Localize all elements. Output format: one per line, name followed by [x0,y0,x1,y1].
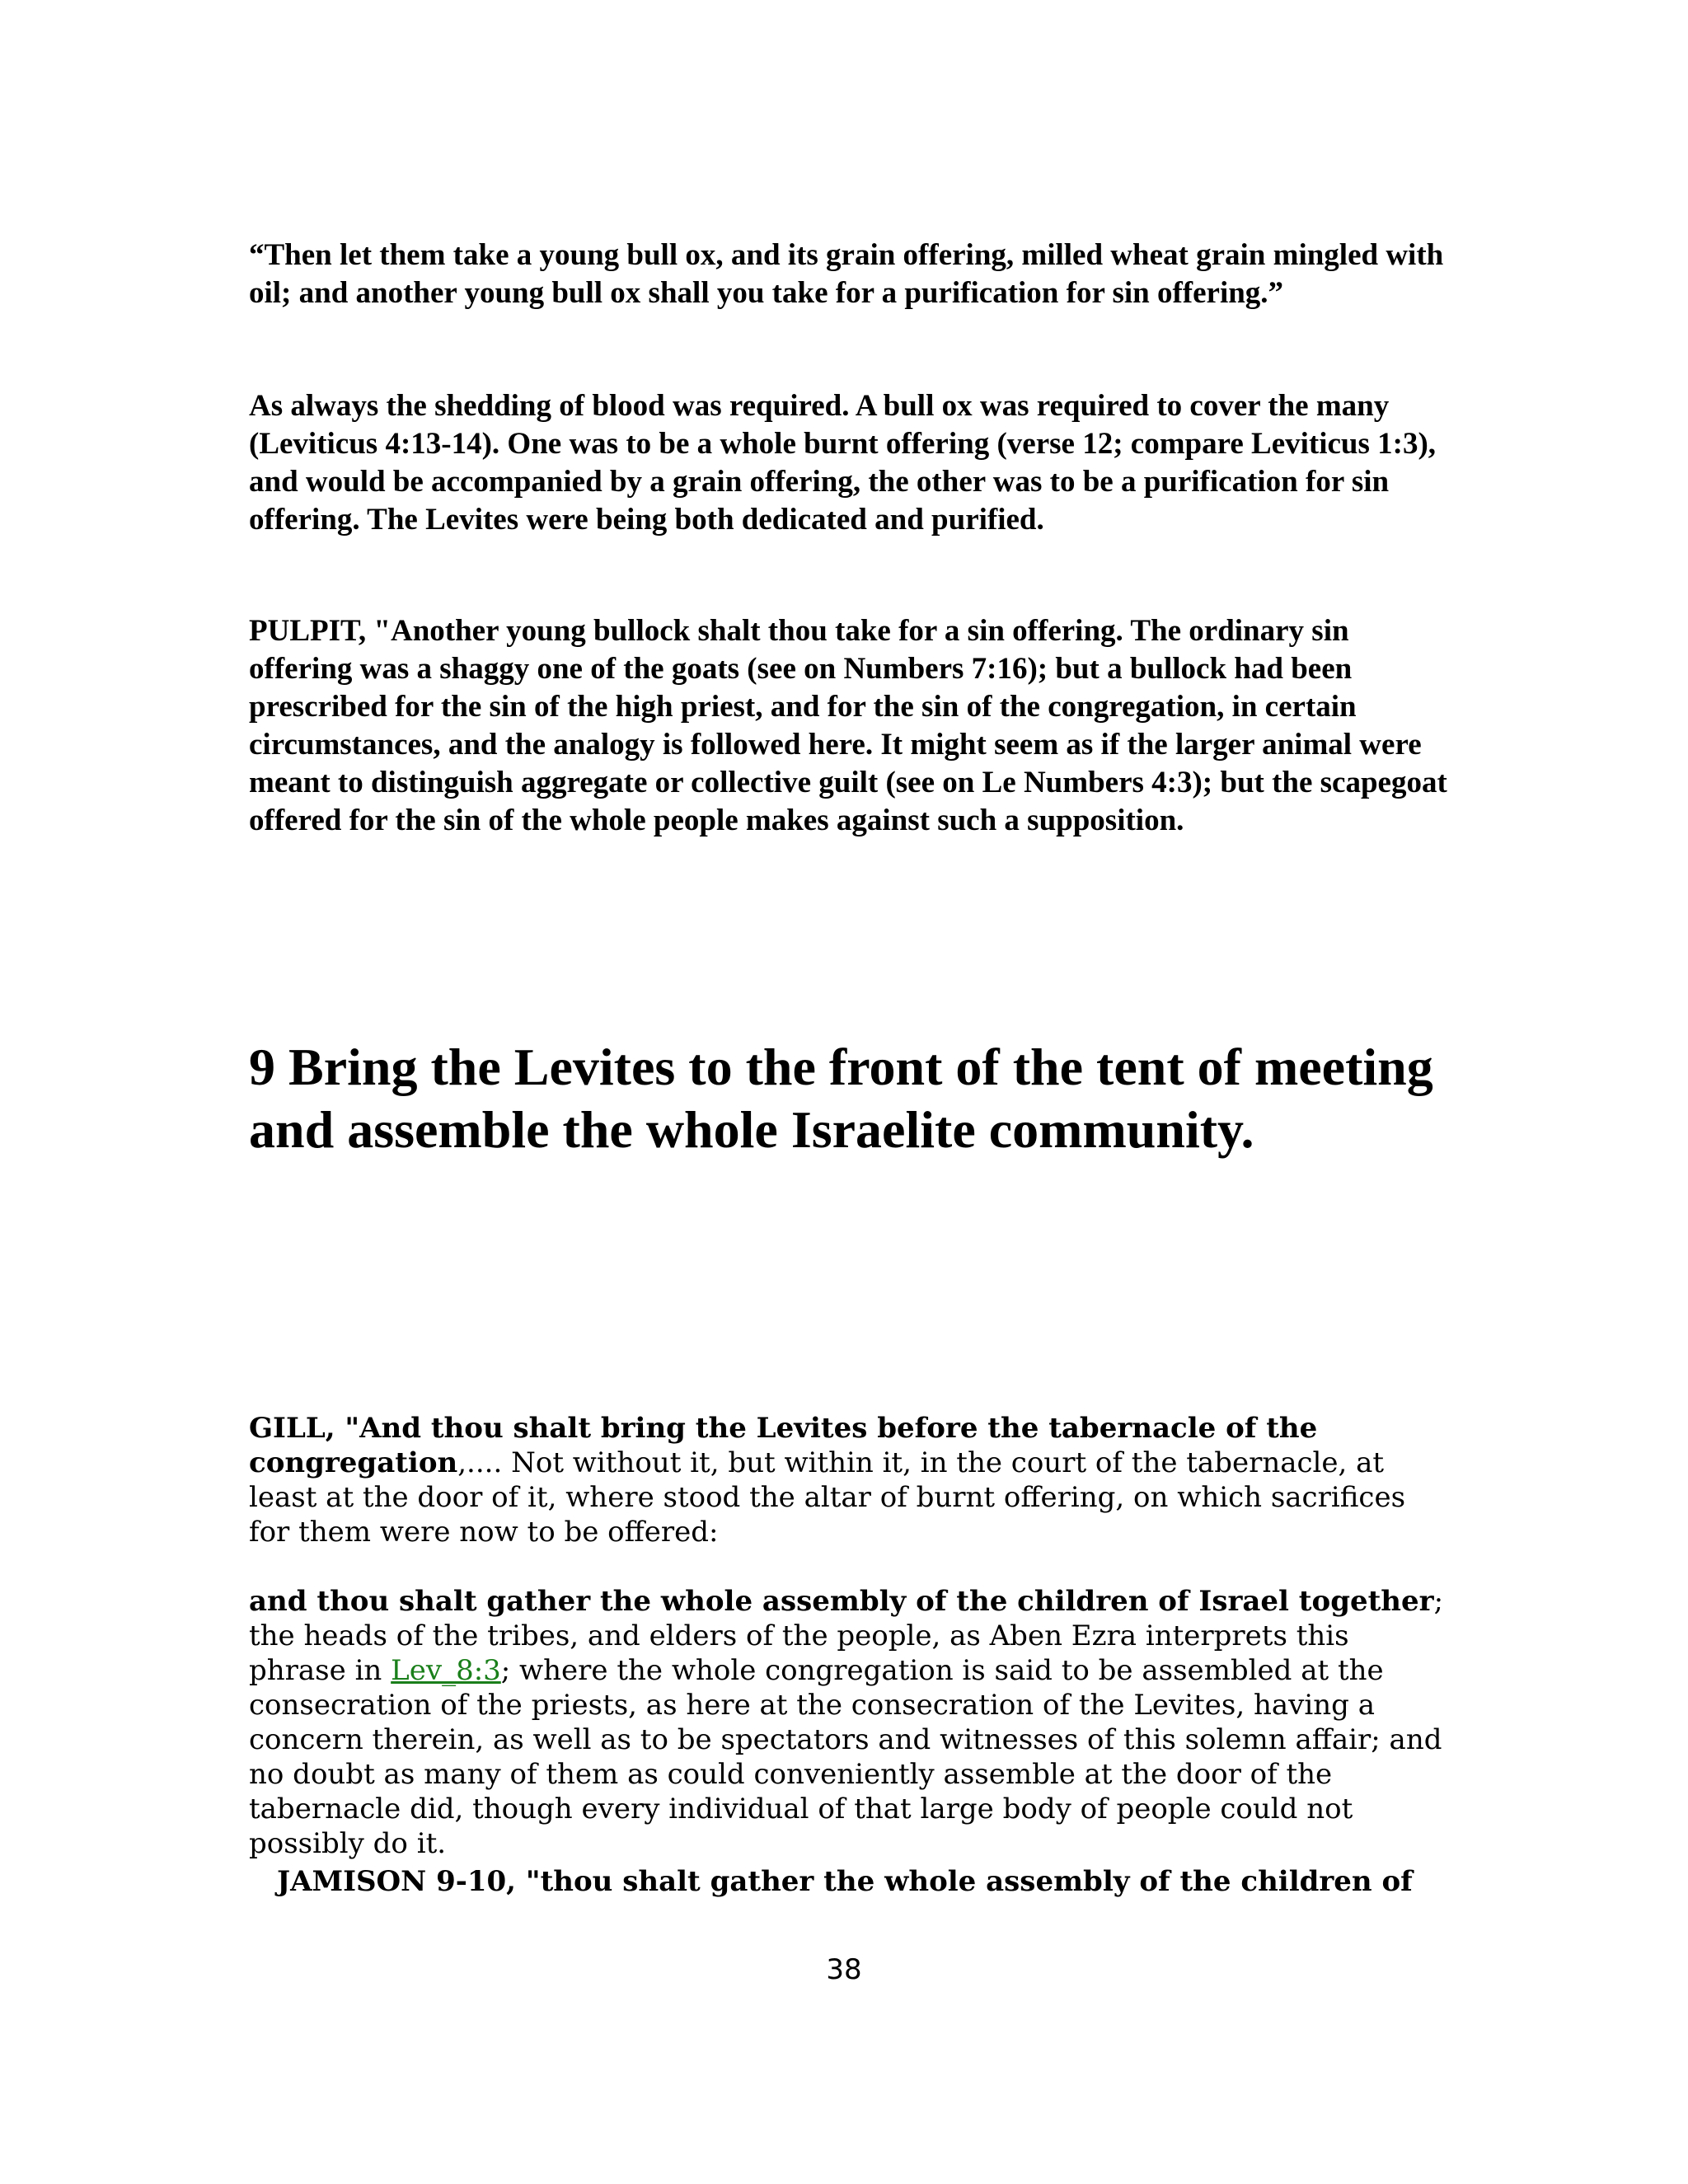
jamison-paragraph: JAMISON 9-10, "thou shalt gather the whole assembly of the children of [277,1865,1413,1898]
gill2-text-1: ; the heads of the tribes, and elders of the people, as Aben Ezra interprets this phrase in [249,1585,1444,1687]
gill-paragraph [249,1411,1452,1549]
commentary-paragraph: As always the shedding of blood was required. A bull ox was required to cover the many (Leviticus 4:13-14). One was to be a whole burnt offering (verse 12; compare Leviticus 1:3), and would be accompanied by a grain offering, the other was to be a purification for sin offering. The Levites were being both dedicated and purified. [249,389,1437,537]
pulpit-paragraph: PULPIT, "Another young bullock shalt thou take for a sin offering. The ordinary sin offering was a shaggy one of the goats (see on Numbers 7:16); but a bullock had been prescribed for the sin of the high priest, and for the sin of the congregation, in certain circumstances, and the analogy is followed here. It might seem as if the larger animal were meant to distinguish aggregate or collective guilt (see on Le Numbers 4:3); but the scapegoat offered for the sin of the whole people makes against such a supposition. [249,614,1447,837]
gill-text: ,.... Not without it, but within it, in the court of the tabernacle, at least at the door of it, where stood the altar of burnt offering, on which sacrifices for them were now to be offered: [249,1446,1406,1549]
scripture-link[interactable]: Lev_8:3 [391,1654,501,1687]
quote-paragraph: “Then let them take a young bull ox, and its grain offering, milled wheat grain mingled with oil; and another young bull ox shall you take for a purification for sin offering.” [249,238,1444,310]
page-number: 38 [826,1953,862,1986]
gill2-text-2: ; where the whole congregation is said to be assembled at the consecration of the priests, as here at the consecration of the Levites, having a concern therein, as well as to be spectators and witnesses of this solemn affair; and no doubt as many of them as could conveniently assemble at the door of the tabernacle did, though every individual of that large body of people could not possibly do it. [249,1654,1442,1860]
gill-paragraph-2 [249,1584,1452,1861]
gill2-bold-lead: and thou shalt gather the whole assembly of the children of Israel together [249,1585,1434,1618]
gill-bold-lead: GILL, "And thou shalt bring the Levites before the tabernacle of the congregation [249,1412,1318,1479]
verse-heading: 9 Bring the Levites to the front of the tent of meeting and assemble the whole Israelite community. [249,1038,1433,1159]
